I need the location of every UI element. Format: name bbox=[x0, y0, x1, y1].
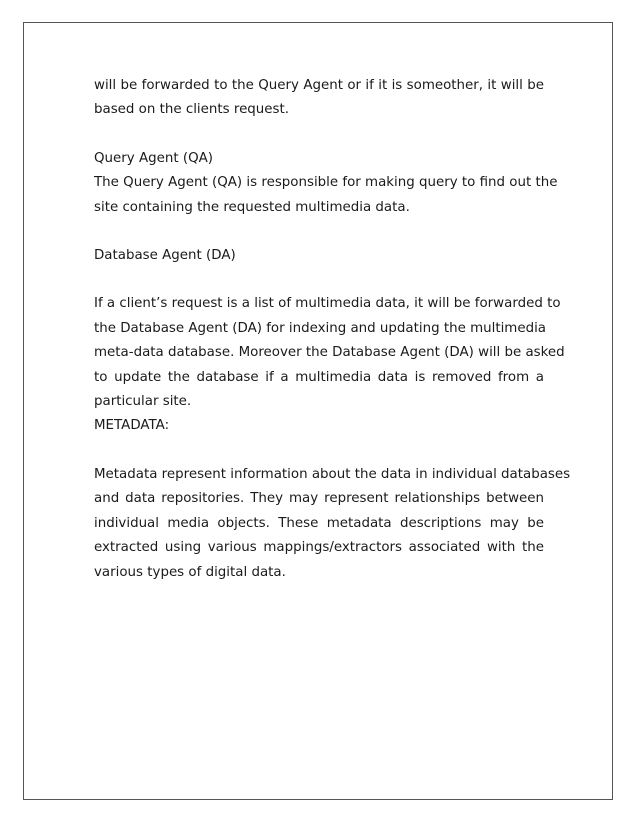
section-heading-database-agent: Database Agent (DA) bbox=[94, 248, 236, 264]
metadata-paragraph bbox=[94, 463, 571, 585]
text-line: Metadata represent information about the data in individual databases bbox=[94, 466, 571, 482]
text-line: to update the database if a multimedia data is removed from a bbox=[94, 369, 544, 385]
text-line: The Query Agent (QA) is responsible for making query to find out the bbox=[94, 175, 558, 191]
section-heading-metadata: METADATA: bbox=[94, 418, 170, 434]
text-line: and data repositories. They may represent relationships between bbox=[94, 491, 544, 507]
database-agent-paragraph bbox=[94, 292, 565, 438]
text-line: various types of digital data. bbox=[94, 564, 286, 580]
text-line: site containing the requested multimedia data. bbox=[94, 199, 410, 215]
text-line: based on the clients request. bbox=[94, 102, 290, 118]
text-line: extracted using various mappings/extractors associated with the bbox=[94, 540, 544, 556]
text-line: will be forwarded to the Query Agent or if it is someother, it will be bbox=[94, 78, 544, 93]
intro-paragraph bbox=[94, 74, 544, 123]
document-page bbox=[23, 22, 613, 800]
section-heading-query-agent: Query Agent (QA) bbox=[94, 150, 213, 166]
database-agent-heading-block bbox=[94, 244, 544, 268]
query-agent-section bbox=[94, 147, 558, 220]
page-content bbox=[94, 74, 571, 585]
text-line: individual media objects. These metadata descriptions may be bbox=[94, 515, 544, 531]
text-line: the Database Agent (DA) for indexing and updating the multimedia bbox=[94, 320, 546, 336]
text-line: particular site. bbox=[94, 394, 192, 410]
text-line: meta-data database. Moreover the Database Agent (DA) will be asked bbox=[94, 345, 565, 361]
text-line: If a client’s request is a list of multimedia data, it will be forwarded to bbox=[94, 296, 561, 312]
